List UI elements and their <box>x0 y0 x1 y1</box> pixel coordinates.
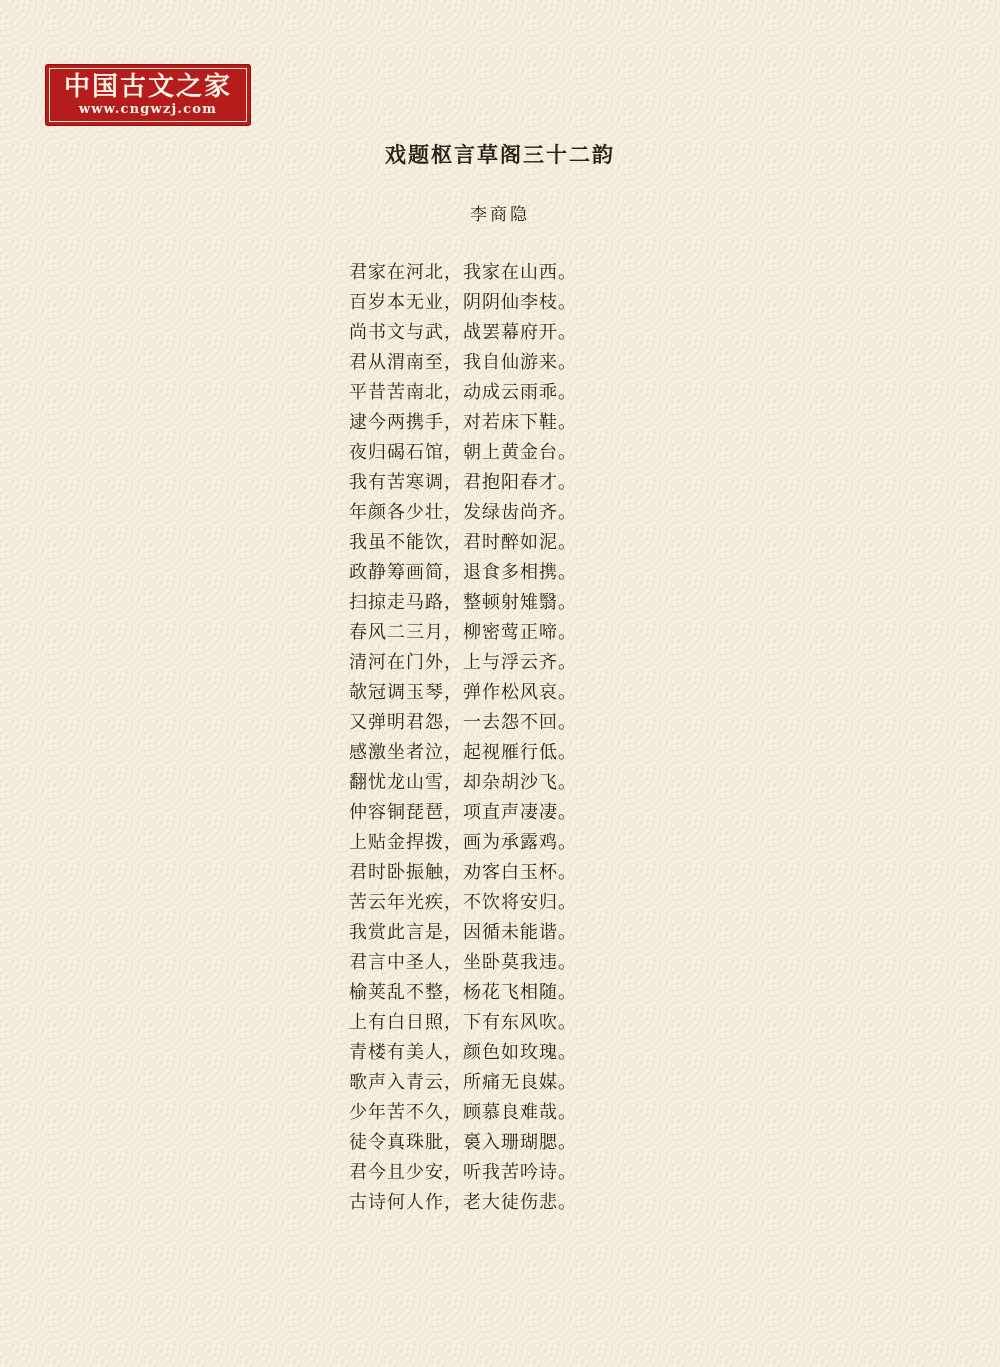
poem-line: 翻忧龙山雪，却杂胡沙飞。 <box>349 772 577 793</box>
poem-line: 又弹明君怨，一去怨不回。 <box>349 712 577 733</box>
poem-line: 我赏此言是，因循未能谐。 <box>349 922 577 943</box>
poem-title: 戏题枢言草阁三十二韵 <box>385 142 615 167</box>
poem-line: 徒令真珠肶，裛入珊瑚腮。 <box>349 1132 577 1153</box>
poem-line: 上贴金捍拨，画为承露鸡。 <box>349 832 577 853</box>
poem-line: 君言中圣人，坐卧莫我违。 <box>349 952 577 973</box>
logo-url: www.cngwzj.com <box>78 102 218 117</box>
poem-line: 欹冠调玉琴，弹作松风哀。 <box>349 682 577 703</box>
poem-line: 君今且少安，听我苦吟诗。 <box>349 1162 577 1183</box>
poem-body <box>349 258 669 1218</box>
poem-line: 我有苦寒调，君抱阳春才。 <box>349 472 577 493</box>
poem-line: 上有白日照，下有东风吹。 <box>349 1012 577 1033</box>
poem-line: 君家在河北，我家在山西。 <box>349 262 577 283</box>
site-logo[interactable] <box>45 64 251 126</box>
poem-line: 歌声入青云，所痛无良媒。 <box>349 1072 577 1093</box>
logo-title: 中国古文之家 <box>63 72 232 102</box>
poem-line: 仲容铜琵琶，项直声凄凄。 <box>349 802 577 823</box>
poem-line: 年颜各少壮，发绿齿尚齐。 <box>349 502 577 523</box>
poem-line: 政静筹画简，退食多相携。 <box>349 562 577 583</box>
poem-line: 少年苦不久，顾慕良难哉。 <box>349 1102 577 1123</box>
poem-line: 青楼有美人，颜色如玫瑰。 <box>349 1042 577 1063</box>
logo-frame <box>49 68 247 122</box>
poem-line: 尚书文与武，战罢幕府开。 <box>349 322 577 343</box>
poem-line: 君时卧振触，劝客白玉杯。 <box>349 862 577 883</box>
poem-line: 古诗何人作，老大徒伤悲。 <box>349 1192 577 1213</box>
poem-line: 榆荚乱不整，杨花飞相随。 <box>349 982 577 1003</box>
poem-line: 逮今两携手，对若床下鞋。 <box>349 412 577 433</box>
poem-line: 清河在门外，上与浮云齐。 <box>349 652 577 673</box>
poem-author: 李商隐 <box>470 205 530 225</box>
poem-line: 春风二三月，柳密莺正啼。 <box>349 622 577 643</box>
poem-line: 苦云年光疾，不饮将安归。 <box>349 892 577 913</box>
poem-line: 君从渭南至，我自仙游来。 <box>349 352 577 373</box>
poem-line: 我虽不能饮，君时醉如泥。 <box>349 532 577 553</box>
poem-line: 夜归碣石馆，朝上黄金台。 <box>349 442 577 463</box>
poem-line: 百岁本无业，阴阴仙李枝。 <box>349 292 577 313</box>
poem-line: 平昔苦南北，动成云雨乖。 <box>349 382 577 403</box>
poem-line: 感激坐者泣，起视雁行低。 <box>349 742 577 763</box>
poem-line: 扫掠走马路，整顿射雉翳。 <box>349 592 577 613</box>
